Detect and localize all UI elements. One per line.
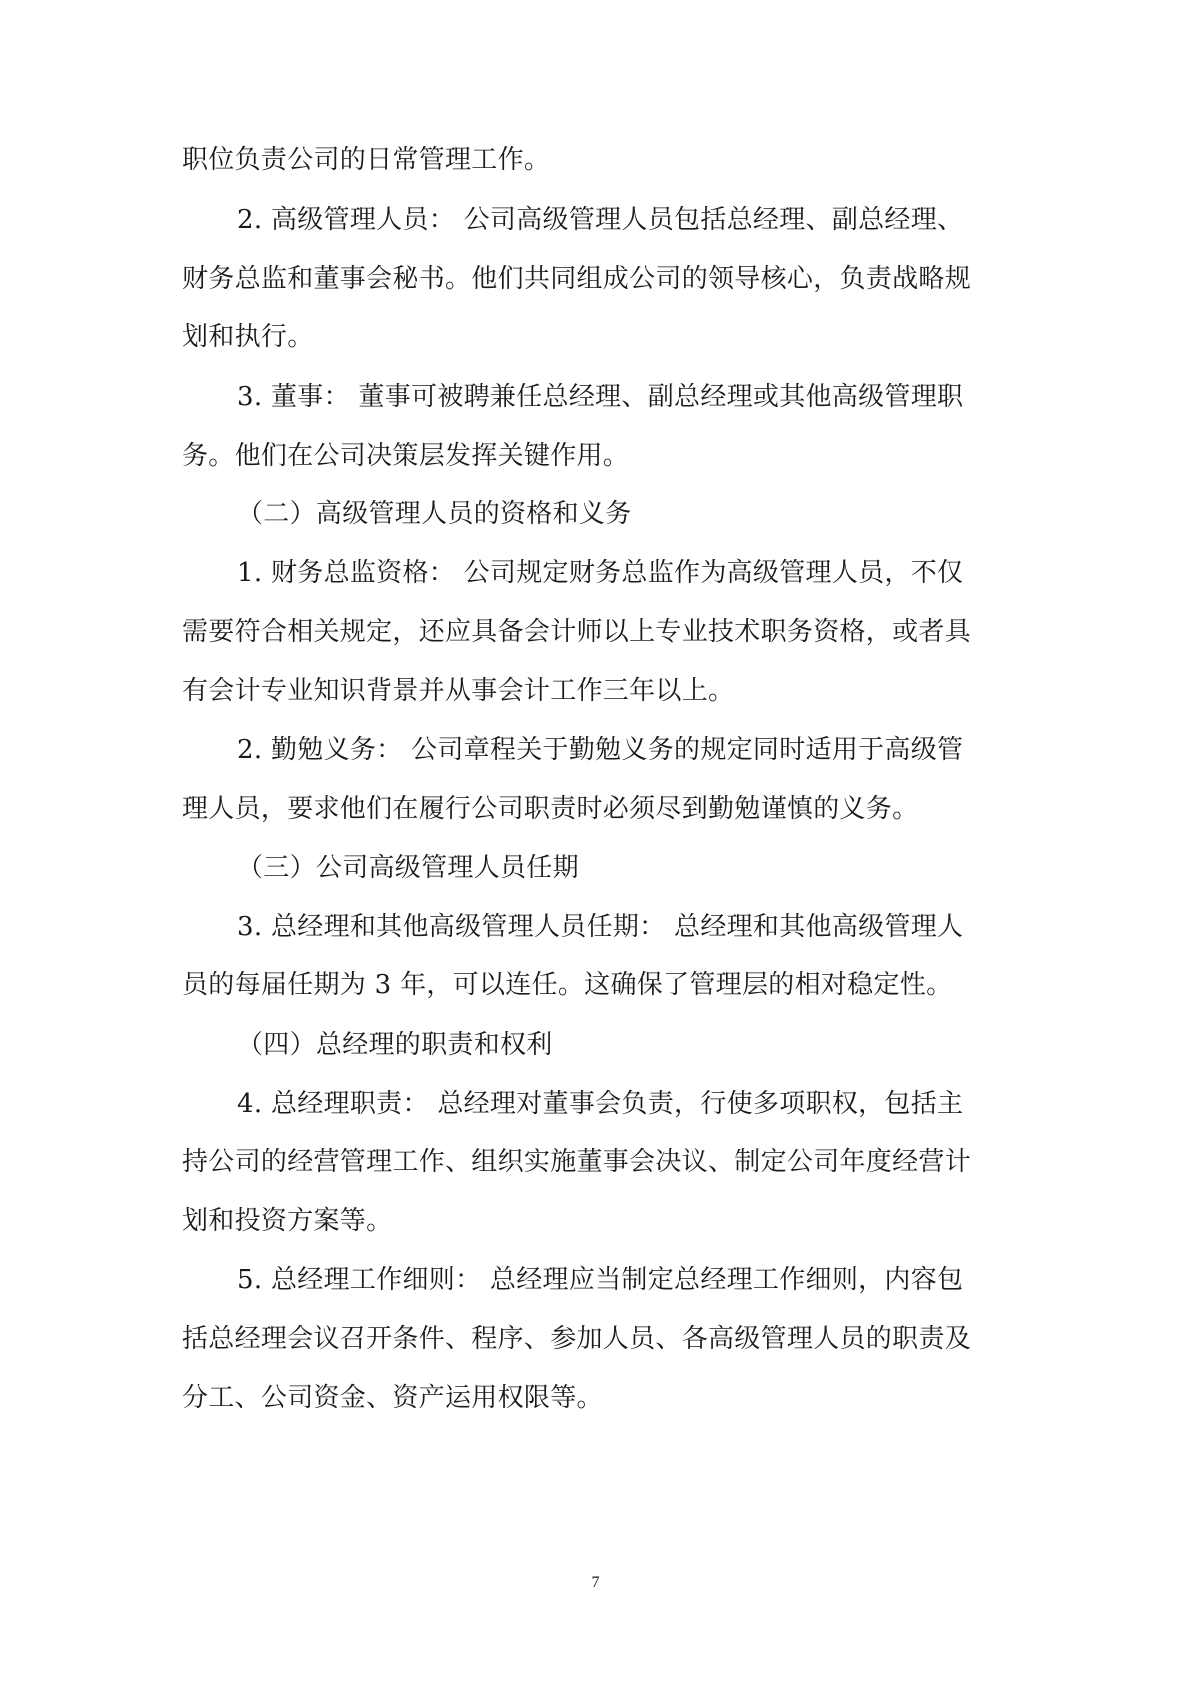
body-text-line: 有会计专业知识背景并从事会计工作三年以上。 xyxy=(182,676,735,706)
list-item-heading-line: 5. 总经理工作细则： 总经理应当制定总经理工作细则，内容包 xyxy=(237,1265,964,1295)
body-text-line: 划和执行。 xyxy=(182,322,314,352)
body-text-line: 理人员，要求他们在履行公司职责时必须尽到勤勉谨慎的义务。 xyxy=(182,794,919,824)
body-text-line: 持公司的经营管理工作、组织实施董事会决议、制定公司年度经营计 xyxy=(182,1147,972,1177)
list-item-heading-line: 4. 总经理职责： 总经理对董事会负责，行使多项职权，包括主 xyxy=(237,1089,964,1119)
list-item-heading-line: 1. 财务总监资格： 公司规定财务总监作为高级管理人员，不仅 xyxy=(237,558,964,588)
body-text-line: 需要符合相关规定，还应具备会计师以上专业技术职务资格，或者具 xyxy=(182,617,972,647)
body-text-line: 财务总监和董事会秘书。他们共同组成公司的领导核心，负责战略规 xyxy=(182,264,972,294)
list-item-heading-line: 2. 高级管理人员： 公司高级管理人员包括总经理、副总经理、 xyxy=(237,205,964,235)
body-text-line: 职位负责公司的日常管理工作。 xyxy=(182,145,551,175)
body-text-line: 括总经理会议召开条件、程序、参加人员、各高级管理人员的职责及 xyxy=(182,1324,972,1354)
body-text-line: 分工、公司资金、资产运用权限等。 xyxy=(182,1383,603,1413)
body-text-line: 务。他们在公司决策层发挥关键作用。 xyxy=(182,441,630,471)
list-item-heading-line: 3. 董事： 董事可被聘兼任总经理、副总经理或其他高级管理职 xyxy=(237,382,964,412)
section-heading: （二）高级管理人员的资格和义务 xyxy=(237,499,632,529)
page-number: 7 xyxy=(591,1574,600,1591)
section-heading: （三）公司高级管理人员任期 xyxy=(237,853,579,883)
body-text-line: 员的每届任期为 3 年，可以连任。这确保了管理层的相对稳定性。 xyxy=(182,970,953,1000)
section-heading: （四）总经理的职责和权利 xyxy=(237,1030,553,1060)
list-item-heading-line: 2. 勤勉义务： 公司章程关于勤勉义务的规定同时适用于高级管 xyxy=(237,735,964,765)
list-item-heading-line: 3. 总经理和其他高级管理人员任期： 总经理和其他高级管理人 xyxy=(237,912,964,942)
body-text-line: 划和投资方案等。 xyxy=(182,1206,393,1236)
